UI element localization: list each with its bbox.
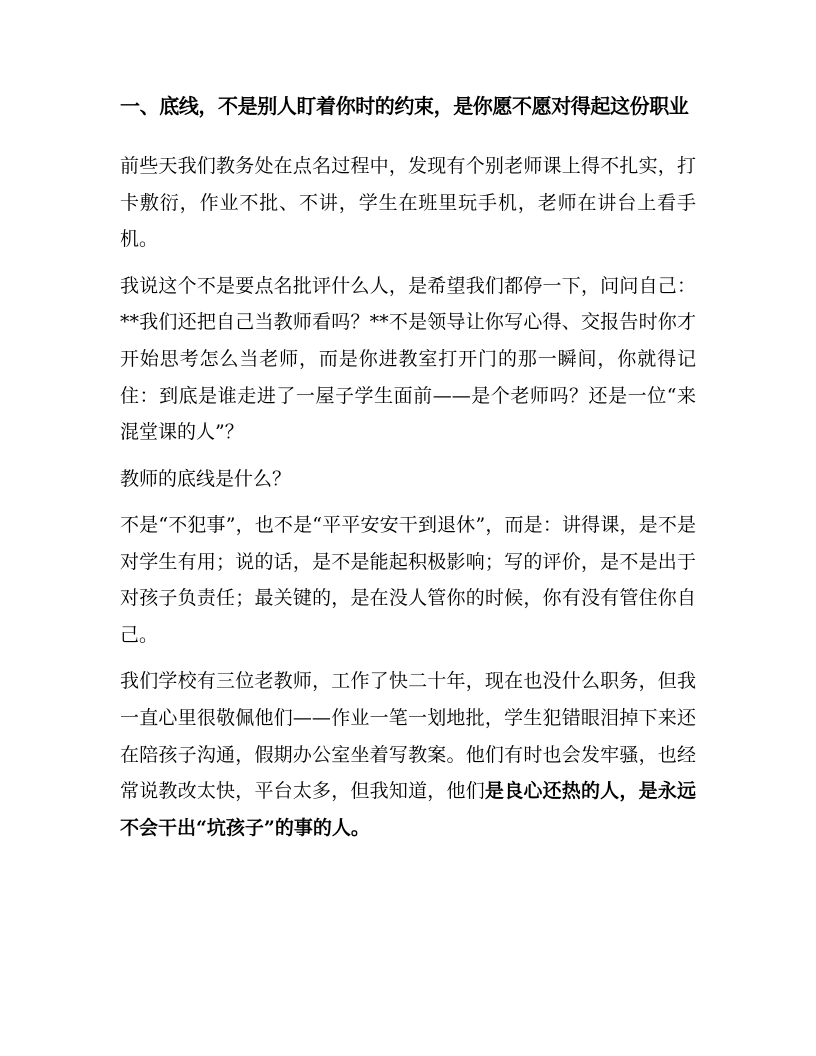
document-body: [120, 148, 696, 847]
text-run: 我们学校有三位老教师，工作了快二十年，现在也没什么职务，但我一直心里很敬佩他们——作业一笔一划地批，学生犯错眼泪掉下来还在陪孩子沟通，假期办公室坐着写教案。他们有时也会发牢骚，也经常说教改太快，平台太多，但我知道，他们: [120, 670, 696, 803]
section-heading: 一、底线，不是别人盯着你时的约束，是你愿不愿对得起这份职业: [120, 96, 689, 118]
paragraph: [120, 461, 696, 498]
bold-text-run: 是良心还热的人，是永远不会干出“坑孩子”的事的人。: [120, 780, 696, 839]
paragraph: [120, 268, 696, 452]
paragraph: [120, 663, 696, 847]
text-run: 教师的底线是什么？: [120, 467, 292, 490]
text-run: 我说这个不是要点名批评什么人，是希望我们都停一下，问问自己：**我们还把自己当教师看吗？**不是领导让你写心得、交报告时你才开始思考怎么当老师，而是你进教室打开门的那一瞬间，你就得记住：到底是谁走进了一屋子学生面前——是个老师吗？还是一位“来混堂课的人”？: [120, 274, 696, 444]
paragraph: [120, 507, 696, 654]
paragraph: [120, 148, 696, 258]
text-run: 不是“不犯事”，也不是“平平安安干到退休”，而是：讲得课，是不是对学生有用；说的话，是不是能起积极影响；写的评价，是不是出于对孩子负责任；最关键的，是在没人管你的时候，你有没有管住你自己。: [120, 513, 696, 646]
text-run: 前些天我们教务处在点名过程中，发现有个别老师课上得不扎实，打卡敷衍，作业不批、不讲，学生在班里玩手机，老师在讲台上看手机。: [120, 155, 696, 251]
